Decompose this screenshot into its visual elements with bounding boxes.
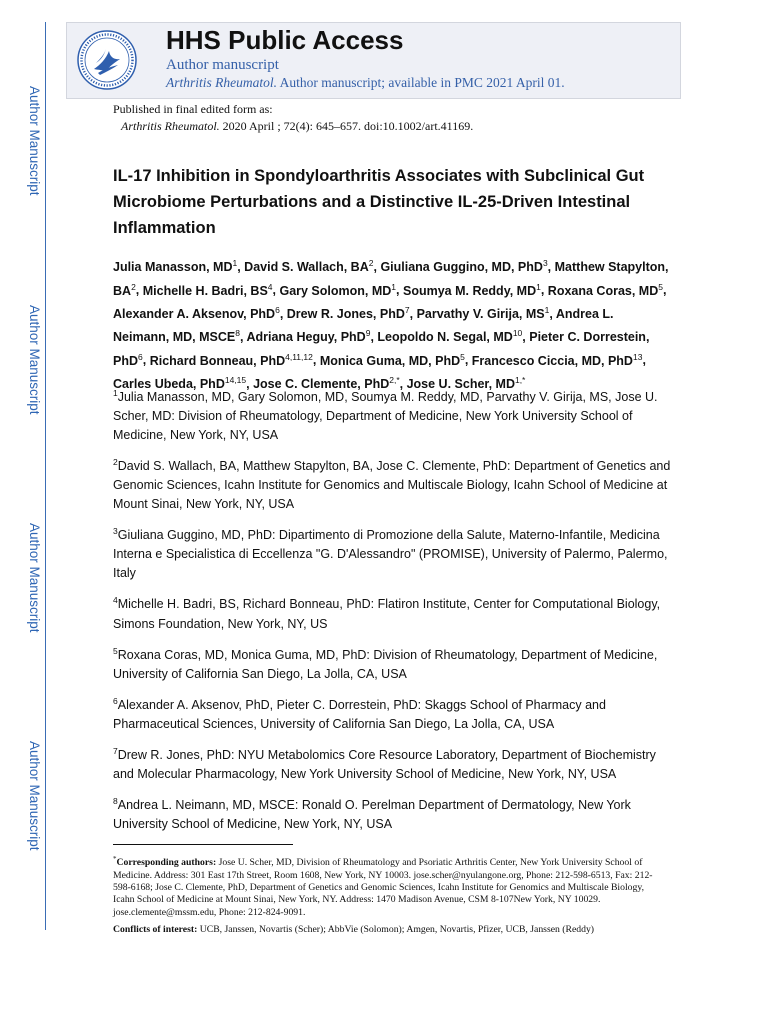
footnotes <box>113 853 658 942</box>
author <box>149 351 313 368</box>
author-name: Jose U. Scher, MD <box>406 376 515 391</box>
author-affiliation-mark: 1 <box>536 281 541 292</box>
author-affiliation-mark: 4 <box>267 281 273 292</box>
author <box>416 304 550 321</box>
author <box>547 281 663 298</box>
affiliation <box>113 522 673 583</box>
footnote-rule <box>113 844 293 845</box>
affiliation-number: 3 <box>113 526 118 537</box>
author-name: Andrea L. Neimann, MD, MSCE <box>113 306 614 345</box>
author <box>402 281 541 298</box>
author-name: Roxana Coras, MD <box>547 283 659 298</box>
author <box>380 260 547 274</box>
author-affiliation-mark: 1,* <box>514 374 526 385</box>
author-name: Jose C. Clemente, PhD <box>253 376 390 391</box>
author-affiliation-mark: 1 <box>391 281 397 292</box>
citation-journal: Arthritis Rheumatol. <box>121 119 220 133</box>
author-name: Julia Manasson, MD <box>113 260 233 275</box>
author-affiliation-mark: 6 <box>275 304 280 315</box>
author-name: Parvathy V. Girija, MS <box>416 306 545 321</box>
publication-info <box>113 101 473 135</box>
author-affiliation-mark: 1 <box>544 304 550 315</box>
author-name: Monica Guma, MD, PhD <box>319 353 461 368</box>
margin-rule <box>45 22 46 930</box>
author-name: David S. Wallach, BA <box>244 260 369 275</box>
affiliation-list <box>113 384 673 842</box>
header-subtitle: Author manuscript <box>166 57 279 73</box>
affiliation-text: Alexander A. Aksenov, PhD, Pieter C. Dorrestein, PhD: Skaggs School of Pharmacy and Pharmaceutical Sciences, University of California San Diego, La Jolla, CA, USA <box>113 697 606 731</box>
citation-details: 2020 April ; 72(4): 645–657. doi:10.1002/art.41169. <box>222 119 474 133</box>
author <box>142 281 273 298</box>
affiliation-number: 6 <box>113 695 118 706</box>
author-affiliation-mark: 1 <box>232 258 238 268</box>
author-name: Carles Ubeda, PhD <box>113 376 225 391</box>
author-name: Gary Solomon, MD <box>279 283 392 298</box>
author <box>244 260 373 274</box>
conflicts-text: UCB, Janssen, Novartis (Scher); AbbVie (Solomon); Amgen, Novartis, Pfizer, UCB, Janssen (Reddy) <box>199 924 595 936</box>
author <box>279 281 397 298</box>
header-availability-text: Author manuscript; available in PMC 2021 April 01. <box>279 75 565 90</box>
author-name: Soumya M. Reddy, MD <box>402 283 537 298</box>
affiliation <box>113 742 673 784</box>
author-affiliation-mark: 7 <box>404 304 410 315</box>
affiliation-number: 4 <box>113 595 118 606</box>
author <box>377 330 522 344</box>
author-name: Francesco Ciccia, MD, PhD <box>471 353 633 368</box>
hhs-eagle-seal-icon <box>76 29 138 91</box>
affiliation-text: David S. Wallach, BA, Matthew Stapylton, BA, Jose C. Clemente, PhD: Department of Genetics and Genomic Sciences, Icahn Institute for Genomics and Multiscale Biology, Icahn School of Medicine at Mount Sinai, New York, NY, USA <box>113 459 671 512</box>
affiliation-text: Andrea L. Neimann, MD, MSCE: Ronald O. Perelman Department of Dermatology, New York University School of Medicine, New York, NY, USA <box>113 798 631 832</box>
affiliation-number: 8 <box>113 796 118 807</box>
affiliation-number: 1 <box>113 388 118 398</box>
author-name: Michelle H. Badri, BS <box>142 283 268 298</box>
header-title: HHS Public Access <box>166 25 404 55</box>
corresponding-text: Jose U. Scher, MD, Division of Rheumatology and Psoriatic Arthritis Center, New York University School of Medicine. Address: 301 East 17th Street, Room 1608, New York, NY 10003. jose.scher@nyulangone.org, Phone: 212-598-6513, Fax: 212-598-6168; Jose C. Clemente, PhD, Department of Genetics and Genomic Sciences, Icahn Institute for Genomics and Multiscale Biology, Icahn School of Medicine at Mount Sinai, New York, NY. Address: 1470 Madison Avenue, CSM 8-107New York, NY 10029. jose.clemente@mssm.edu, Phone: 212-824-9091. <box>113 857 653 918</box>
affiliation-text: Drew R. Jones, PhD: NYU Metabolomics Core Resource Laboratory, Department of Biochemistry and Molecular Pharmacology, New York University School of Medicine, New York, NY, USA <box>113 748 656 782</box>
affiliation-text: Michelle H. Badri, BS, Richard Bonneau, PhD: Flatiron Institute, Center for Computational Biology, Simons Foundation, New York, NY, US <box>113 597 661 631</box>
citation-line <box>113 118 473 135</box>
author-affiliation-mark: 2 <box>368 258 374 268</box>
author <box>246 330 370 344</box>
margin-label-2: Author Manuscript <box>27 305 42 415</box>
author-name: Richard Bonneau, PhD <box>149 353 286 368</box>
author <box>113 304 280 321</box>
author-affiliation-mark: 8 <box>235 328 240 339</box>
author-affiliation-mark: 2 <box>131 281 136 292</box>
margin-label-3: Author Manuscript <box>27 523 42 633</box>
corresponding-label: Corresponding authors: <box>116 857 217 869</box>
author <box>471 351 643 368</box>
author-name: Drew R. Jones, PhD <box>286 306 405 321</box>
author-name: Leopoldo N. Segal, MD <box>377 330 513 345</box>
corresponding-author-note: *Corresponding authors: Jose U. Scher, MD, Division of Rheumatology and Psoriatic Arthritis Center, New York University School of Medicine. Address: 301 East 17th Street, Room 1608, New York, NY 10003. jose.scher@nyulangone.org, Phone: 212-598-6513, Fax: 212-598-6168; Jose C. Clemente, PhD, Department of Genetics and Genomic Sciences, Icahn Institute for Genomics and Multiscale Biology, Icahn School of Medicine at Mount Sinai, New York, NY. Address: 1470 Madison Avenue, CSM 8-107New York, NY 10029. jose.clemente@mssm.edu, Phone: 212-824-9091. <box>113 855 653 918</box>
affiliation <box>113 792 673 834</box>
affiliation-number: 2 <box>113 457 118 468</box>
affiliation-text: Julia Manasson, MD, Gary Solomon, MD, Soumya M. Reddy, MD, Parvathy V. Girija, MS, Jose U. Scher, MD: Division of Rheumatology, Department of Medicine, New York University School of Medicine, New York, NY, USA <box>113 390 658 443</box>
author-affiliation-mark: 13 <box>632 351 643 362</box>
affiliation-text: Roxana Coras, MD, Monica Guma, MD, PhD: Division of Rheumatology, Department of Medicine, University of California San Diego, La Jolla, CA, USA <box>113 647 658 681</box>
author <box>319 351 465 368</box>
author-name: Matthew Stapylton, BA <box>113 260 669 298</box>
author-affiliation-mark: 3 <box>542 258 548 268</box>
affiliation <box>113 692 673 734</box>
author-affiliation-mark: 2,* <box>389 374 400 385</box>
affiliation-number: 7 <box>113 745 118 756</box>
affiliation <box>113 642 673 684</box>
author-affiliation-mark: 4,11,12 <box>285 351 313 362</box>
margin-label-1: Author Manuscript <box>27 86 42 196</box>
affiliation <box>113 384 673 445</box>
margin-label-4: Author Manuscript <box>27 741 42 851</box>
conflicts-note <box>113 924 658 936</box>
author-name: Pieter C. Dorrestein, PhD <box>113 330 650 368</box>
published-line: Published in final edited form as: <box>113 102 273 116</box>
author-name: Giuliana Guggino, MD, PhD <box>380 260 543 275</box>
author-name: Alexander A. Aksenov, PhD <box>113 306 276 321</box>
author-affiliation-mark: 5 <box>460 351 465 362</box>
author-list: Julia Manasson, $MD^1$, David S. Wallach, $BA^2$, Giuliana Guggino, MD, PhD$^3$, Matthew Stapylton, $BA^2$, Michelle H. Badri, $BS^4$, Gary Solomon, $MD^1$, Soumya M. Reddy, $MD^1$, Roxana Coras, $MD^5$, Alexander A. Aksenov, PhD$^6$, Drew R. Jones, PhD$^7$, Parvathy V. Girija, $MS^1$, Andrea L. Neimann, MD, MSCE$^8$, Adriana Heguy, PhD$^9$, Leopoldo N. Segal, MD$^{10}$, Pieter C. Dorrestein, PhD$^6$, Richard Bonneau, PhD$^{4,11,12}$, Monica Guma, MD, PhD$^5$, Francesco Ciccia, MD, PhD$^{13}$, Carles Ubeda, PhD$^{14,15}$, Jose C. Clemente, PhD$^{2,*}$, Jose U. Scher, $MD^{1,*}$ <box>113 258 669 391</box>
conflicts-label: Conflicts of interest: <box>113 924 198 936</box>
affiliation <box>113 453 673 514</box>
affiliation-text: Giuliana Guggino, MD, PhD: Dipartimento di Promozione della Salute, Materno-Infantile, Medicina Interna e Specialistica di Eccellenza "G. D'Alessandro" (PROMISE), University of Palermo, Palermo, Italy <box>113 528 668 581</box>
header-availability <box>166 75 565 91</box>
author-affiliation-mark: 6 <box>138 351 143 362</box>
affiliation-number: 5 <box>113 645 118 656</box>
author-affiliation-mark: 10 <box>512 328 523 339</box>
author-affiliation-mark: 9 <box>365 328 371 339</box>
author-affiliation-mark: 14,15 <box>224 374 247 385</box>
author-affiliation-mark: 5 <box>658 281 663 292</box>
author-name: Adriana Heguy, PhD <box>246 330 366 345</box>
header-journal-name: Arthritis Rheumatol. <box>166 75 277 90</box>
author <box>113 260 237 274</box>
affiliation <box>113 591 673 633</box>
article-title: IL-17 Inhibition in Spondyloarthritis Associates with Subclinical Gut Microbiome Perturbations and a Distinctive IL-25-Driven Intestinal Inflammation <box>113 167 645 237</box>
author <box>286 304 410 321</box>
